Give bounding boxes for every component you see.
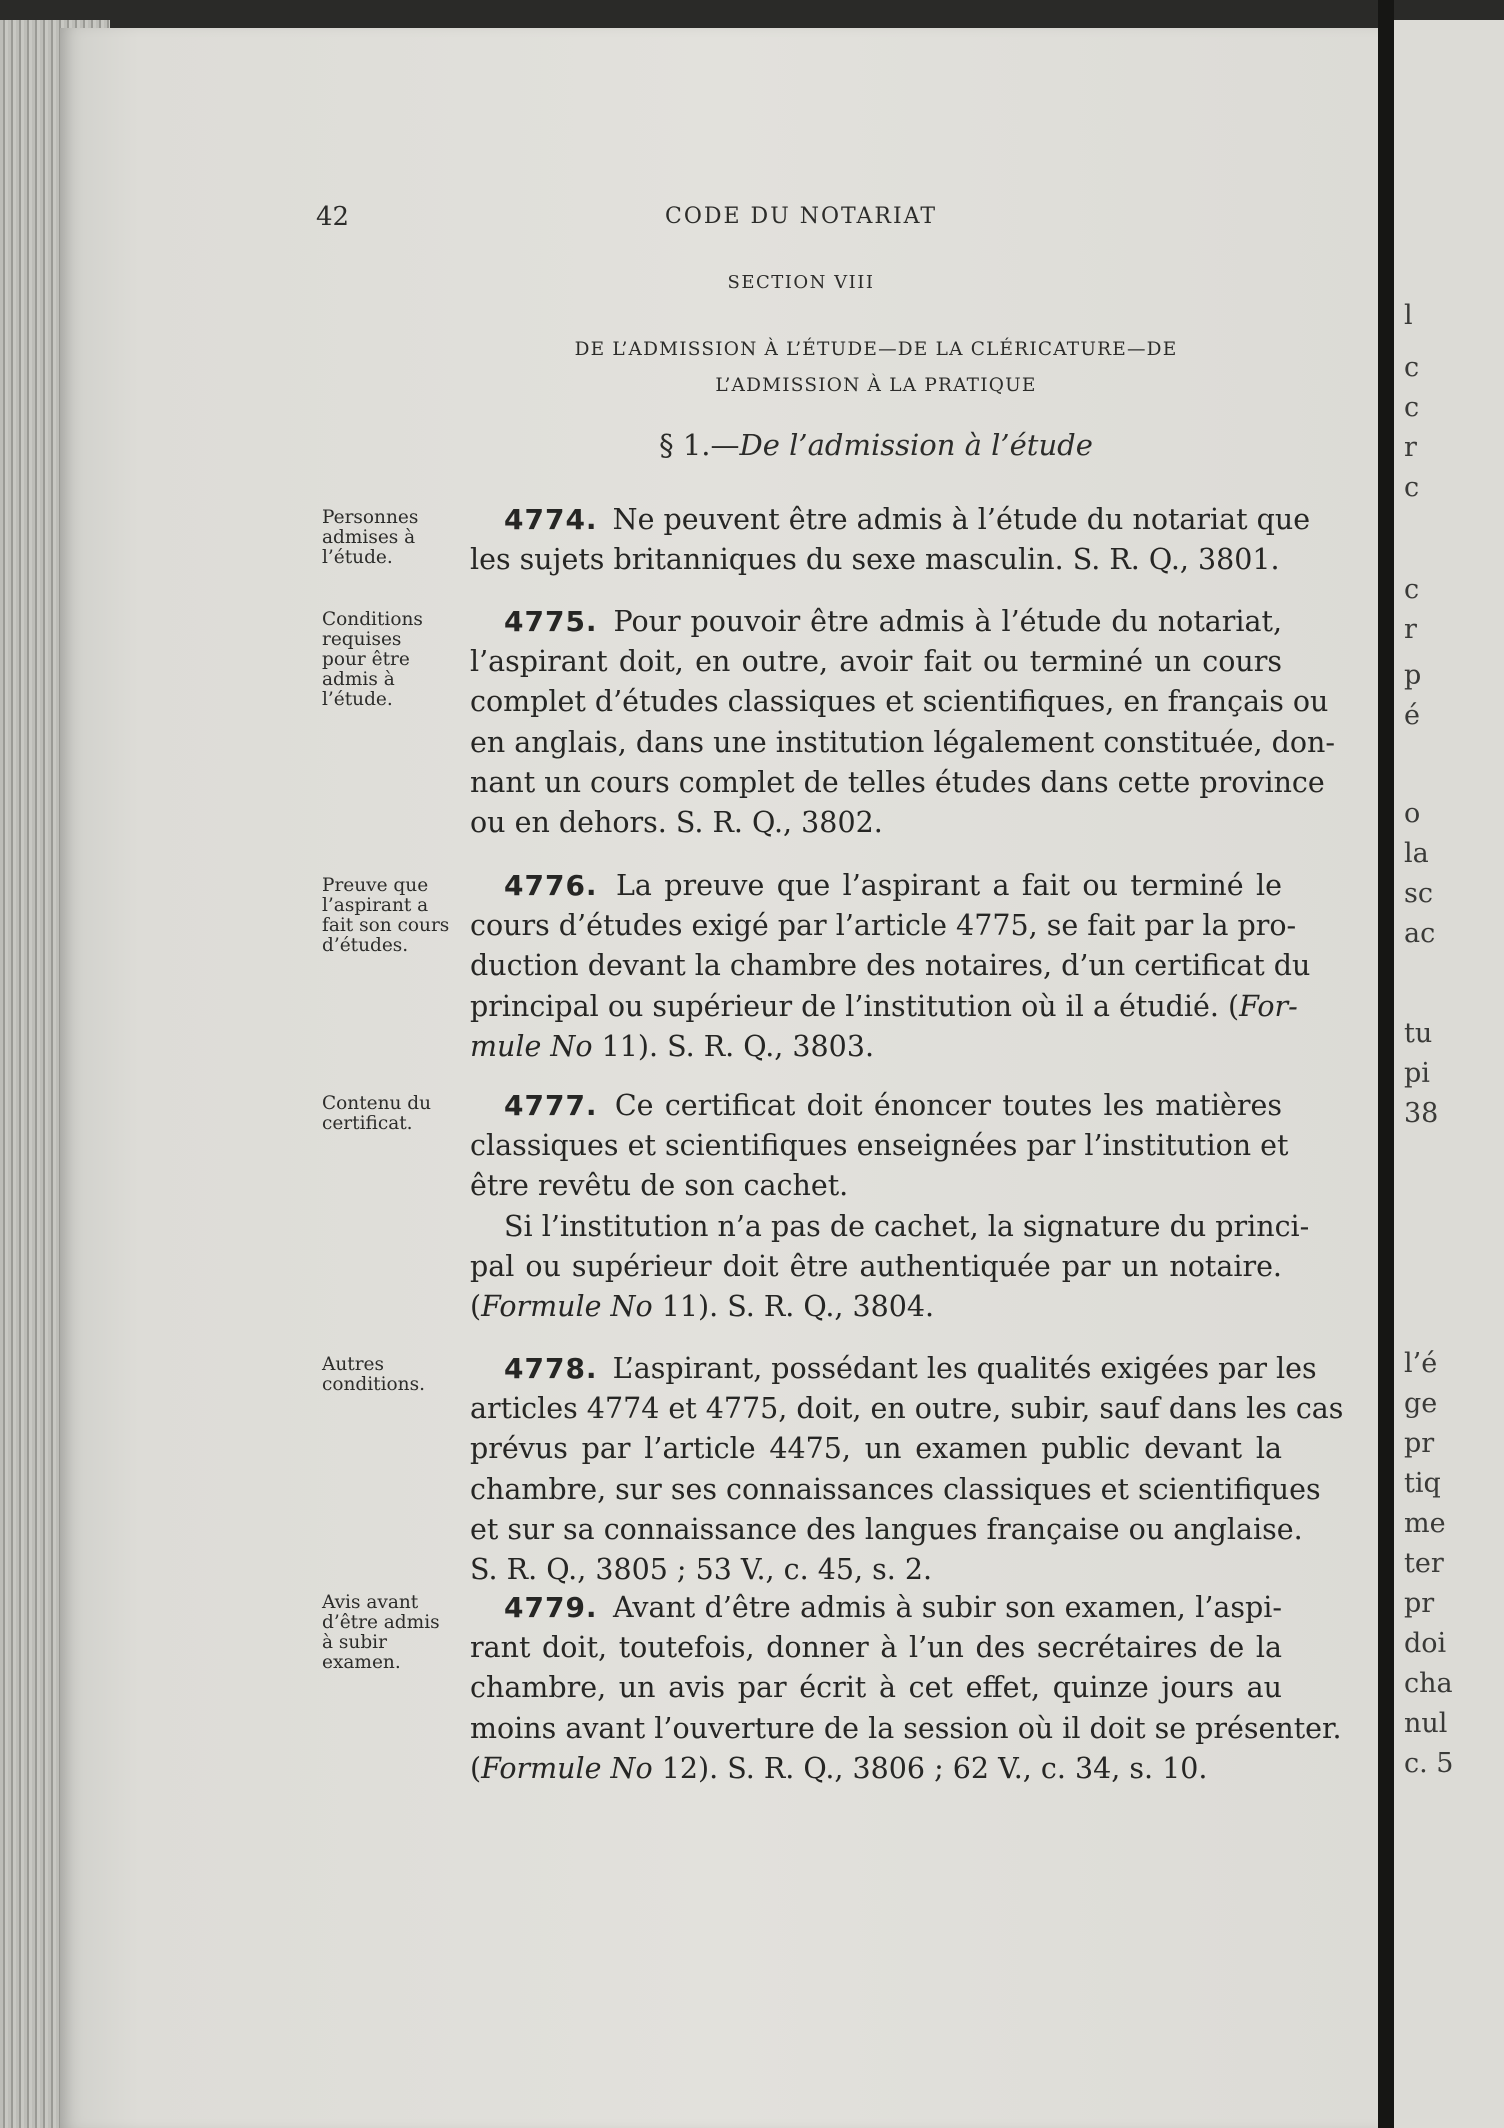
article-4778 [470,1349,1344,1590]
text-line: en anglais, dans une institution légalement constituée, don- [470,725,1336,759]
text-line: principal ou supérieur de l’institution où il a étudié. (For- [470,989,1298,1023]
subsection-heading [470,428,1282,462]
facing-page-fragment: doi [1404,1628,1447,1659]
text-line: pal ou supérieur doit être authentiquée par un notaire. [470,1249,1282,1283]
text-line: les sujets britanniques du sexe masculin. S. R. Q., 3801. [470,543,1280,577]
text-line: duction devant la chambre des notaires, d’un certificat du [470,949,1311,983]
text-line: prévus par l’article 4475, un examen public devant la [470,1432,1282,1466]
book-gutter [1378,0,1394,2128]
text-line: 4774. Ne peuvent être admis à l’étude du notariat que [504,503,1311,536]
text-line: chambre, un avis par écrit à cet effet, quinze jours au [470,1671,1282,1705]
text-line: mule No 11). S. R. Q., 3803. [470,1029,875,1063]
text-line: rant doit, toutefois, donner à l’un des secrétaires de la [470,1631,1282,1665]
margin-note: Conditions requises pour être admis à l’étude. [322,609,423,710]
facing-page-fragment: c [1404,472,1420,503]
facing-page-fragment: pr [1404,1588,1435,1619]
facing-page-fragment: 38 [1404,1098,1439,1129]
facing-page-fragment: o [1404,798,1421,829]
text-line: (Formule No 11). S. R. Q., 3804. [470,1290,935,1324]
text-line: moins avant l’ouverture de la session où il doit se présenter. [470,1711,1342,1745]
text-line: (Formule No 12). S. R. Q., 3806 ; 62 V., c. 34, s. 10. [470,1751,1208,1785]
facing-page-fragment: c [1404,574,1420,605]
facing-page-fragment: la [1404,838,1429,869]
facing-page-fragment: ter [1404,1548,1444,1579]
text-line: S. R. Q., 3805 ; 53 V., c. 45, s. 2. [470,1553,933,1587]
text-line: 4778. L’aspirant, possédant les qualités exigées par les [504,1352,1317,1385]
facing-page-fragment: é [1404,700,1420,731]
margin-note: Personnes admises à l’étude. [322,507,419,568]
text-line: classiques et scientifiques enseignées par l’institution et [470,1129,1289,1163]
facing-page [1394,20,1504,2128]
text-line: chambre, sur ses connaissances classiques et scientifiques [470,1472,1321,1506]
text-line: cours d’études exigé par l’article 4775, se fait par la pro- [470,909,1297,943]
subsection-title: De l’admission à l’étude [739,428,1093,462]
article-number: 4779. [504,1591,598,1624]
facing-page-fragment: c. 5 [1404,1748,1454,1779]
article-4776 [470,866,1311,1067]
text-line: 4779. Avant d’être admis à subir son examen, l’aspi- [504,1591,1282,1624]
facing-page-fragment: pi [1404,1058,1430,1089]
article-number: 4776. [504,869,598,902]
text-line: 4777. Ce certificat doit énoncer toutes les matières [504,1089,1282,1122]
margin-note: Autres conditions. [322,1354,425,1395]
section-heading [470,332,1282,404]
article-4774 [470,500,1311,580]
facing-page-fragment: ac [1404,918,1436,949]
facing-page-fragment: nul [1404,1708,1448,1739]
facing-page-fragment: r [1404,614,1417,645]
facing-page-fragment: tu [1404,1018,1433,1049]
facing-page-fragment: tiq [1404,1468,1441,1499]
article-4775 [470,602,1336,843]
facing-page-fragment: pr [1404,1428,1435,1459]
facing-page-fragment: sc [1404,878,1433,909]
text-line: nant un cours complet de telles études dans cette province [470,765,1325,799]
facing-page-fragment: l’é [1404,1348,1438,1379]
article-number: 4774. [504,503,598,536]
article-number: 4775. [504,605,598,638]
section-heading-line: L’ADMISSION À LA PRATIQUE [715,375,1037,396]
text-line: 4775. Pour pouvoir être admis à l’étude du notariat, [504,605,1283,638]
margin-note: Contenu du certificat. [322,1093,432,1134]
facing-page-fragment: r [1404,432,1417,463]
text-line: l’aspirant doit, en outre, avoir fait ou terminé un cours [470,645,1282,679]
facing-page-fragment: l [1404,300,1413,331]
margin-note: Avis avant d’être admis à subir examen. [322,1592,440,1673]
margin-note: Preuve que l’aspirant a fait son cours d’études. [322,875,450,956]
running-title: CODE DU NOTARIAT [665,204,937,229]
section-title: SECTION VIII [727,272,875,293]
text-line: 4776. La preuve que l’aspirant a fait ou terminé le [504,869,1282,902]
text-line: Si l’institution n’a pas de cachet, la signature du princi- [504,1209,1310,1243]
subsection-prefix: § 1.— [659,428,740,462]
text-line: complet d’études classiques et scientifiques, en français ou [470,685,1329,719]
article-4779 [470,1588,1342,1789]
article-4777 [470,1086,1310,1327]
text-line: être revêtu de son cachet. [470,1169,849,1203]
facing-page-fragment: ge [1404,1388,1438,1419]
section-heading-line: DE L’ADMISSION À L’ÉTUDE—DE LA CLÉRICATURE—DE [574,339,1178,360]
facing-page-fragment: c [1404,352,1420,383]
facing-page-fragment: c [1404,392,1420,423]
article-number: 4777. [504,1089,598,1122]
page-number: 42 [316,202,350,232]
text-line: articles 4774 et 4775, doit, en outre, subir, sauf dans les cas [470,1392,1344,1426]
facing-page-fragment: me [1404,1508,1446,1539]
facing-page-fragment: cha [1404,1668,1453,1699]
article-number: 4778. [504,1352,598,1385]
text-line: ou en dehors. S. R. Q., 3802. [470,806,883,840]
facing-page-fragment: p [1404,660,1422,691]
text-line: et sur sa connaissance des langues française ou anglaise. [470,1512,1303,1546]
